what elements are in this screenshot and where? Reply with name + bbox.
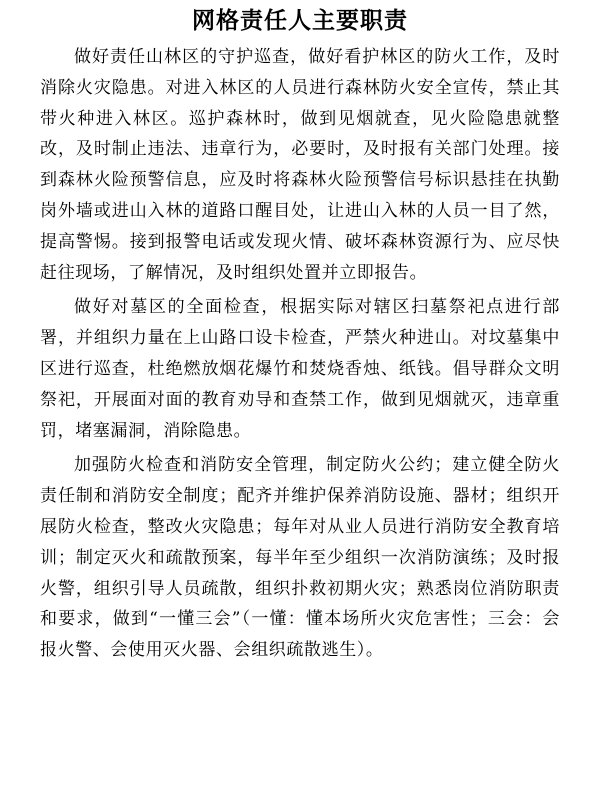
paragraph-forest-patrol: 做好责任山林区的守护巡查，做好看护林区的防火工作，及时消除火灾隐患。对进入林区的人员进行森林防火安全宣传，禁止其带火种进入林区。巡护森林时，做到见烟就查，见火险隐患就整改，及时制止违法、违章行为，必要时，及时报有关部门处理。接到森林火险预警信息，应及时将森林火险预警信号标识悬挂在执勤岗外墙或进山入林的道路口醒目处，让进山入林的人员一目了然，提高警惕。接到报警电话或发现火情、破坏森林资源行为、应尽快赶往现场，了解情况，及时组织处置并立即报告。 — [40, 47, 560, 283]
paragraph-cemetery-inspection: 做好对墓区的全面检查，根据实际对辖区扫墓祭祀点进行部署，并组织力量在上山路口设卡检查，严禁火种进山。对坟墓集中区进行巡查，杜绝燃放烟花爆竹和焚烧香烛、纸钱。倡导群众文明祭祀，开展面对面的教育劝导和查禁工作，做到见烟就灭，违章重罚，堵塞漏洞，消除隐患。 — [40, 297, 560, 441]
document-title: 网格责任人主要职责 — [192, 7, 408, 34]
paragraph-fire-safety-management: 加强防火检查和消防安全管理，制定防火公约；建立健全防火责任制和消防安全制度；配齐并维护保养消防设施、器材；组织开展防火检查，整改火灾隐患；每年对从业人员进行消防安全教育培训；制定灭火和疏散预案，每半年至少组织一次消防演练；及时报火警，组织引导人员疏散，组织扑救初期火灾；熟悉岗位消防职责和要求，做到“一懂三会”（一懂：懂本场所火灾危害性；三会：会报火警、会使用灭火器、会组织疏散逃生）。 — [40, 455, 560, 661]
document-body — [40, 42, 560, 666]
